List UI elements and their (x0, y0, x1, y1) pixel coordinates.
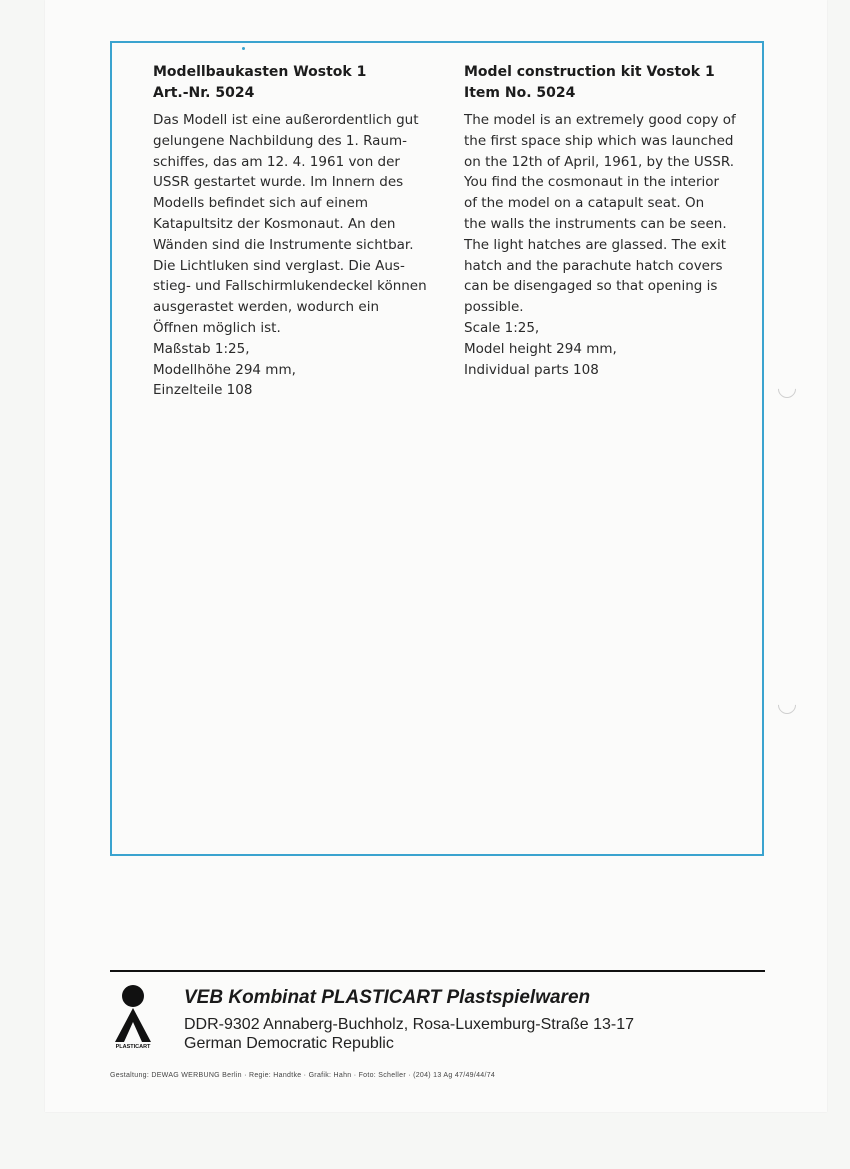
text-line: can be disengaged so that opening is (464, 278, 718, 295)
text-line: Öffnen möglich ist. (153, 319, 281, 336)
text-line: hatch and the parachute hatch covers (464, 257, 723, 274)
text-line: Einzelteile 108 (153, 382, 253, 399)
footer-rule (110, 970, 765, 972)
german-description (153, 110, 453, 401)
text-line: ausgerastet werden, wodurch ein (153, 299, 380, 316)
text-line: schiffes, das am 12. 4. 1961 von der (153, 153, 400, 170)
text-line: the walls the instruments can be seen. (464, 215, 727, 232)
english-item-number: Item No. 5024 (464, 85, 576, 101)
company-address: DDR-9302 Annaberg-Buchholz, Rosa-Luxemburg-Straße 13-17 (184, 1016, 635, 1033)
text-line: USSR gestartet wurde. Im Innern des (153, 174, 404, 191)
text-line: The light hatches are glassed. The exit (464, 236, 727, 253)
text-line: Model height 294 mm, (464, 340, 617, 357)
german-article-number: Art.-Nr. 5024 (153, 85, 255, 101)
text-line: possible. (464, 299, 524, 316)
english-column (464, 62, 764, 380)
logo-label: PLASTICART (115, 1044, 151, 1050)
print-credits: Gestaltung: DEWAG WERBUNG Berlin · Regie: Handtke · Grafik: Hahn · Foto: Scheller · (204) 13 Ag 47/49/44/74 (110, 1072, 496, 1079)
text-line: Modells befindet sich auf einem (153, 195, 368, 212)
company-country: German Democratic Republic (184, 1035, 394, 1052)
english-heading (464, 62, 764, 104)
text-line: Wänden sind die Instrumente sichtbar. (153, 236, 414, 253)
german-heading (153, 62, 453, 104)
text-line: Modellhöhe 294 mm, (153, 361, 296, 378)
english-description (464, 110, 764, 380)
text-line: the first space ship which was launched (464, 132, 734, 149)
text-line: Maßstab 1:25, (153, 340, 250, 357)
company-name: VEB Kombinat PLASTICART Plastspielwaren (184, 987, 591, 1008)
text-line: of the model on a catapult seat. On (464, 195, 705, 212)
text-line: You find the cosmonaut in the interior (464, 174, 720, 191)
english-title: Model construction kit Vostok 1 (464, 64, 715, 80)
text-line: Die Lichtluken sind verglast. Die Aus- (153, 257, 405, 274)
text-line: Das Modell ist eine außerordentlich gut (153, 112, 419, 128)
text-line: stieg- und Fallschirmlukendeckel können (153, 278, 427, 295)
text-line: Katapultsitz der Kosmonaut. An den (153, 215, 396, 232)
text-line: gelungene Nachbildung des 1. Raum- (153, 132, 408, 149)
text-line: Scale 1:25, (464, 319, 540, 336)
german-title: Modellbaukasten Wostok 1 (153, 64, 367, 80)
plasticart-logo (110, 984, 156, 1050)
text-line: on the 12th of April, 1961, by the USSR. (464, 153, 735, 170)
text-line: Individual parts 108 (464, 361, 599, 378)
german-column (153, 62, 453, 401)
text-line: The model is an extremely good copy of (464, 112, 736, 128)
